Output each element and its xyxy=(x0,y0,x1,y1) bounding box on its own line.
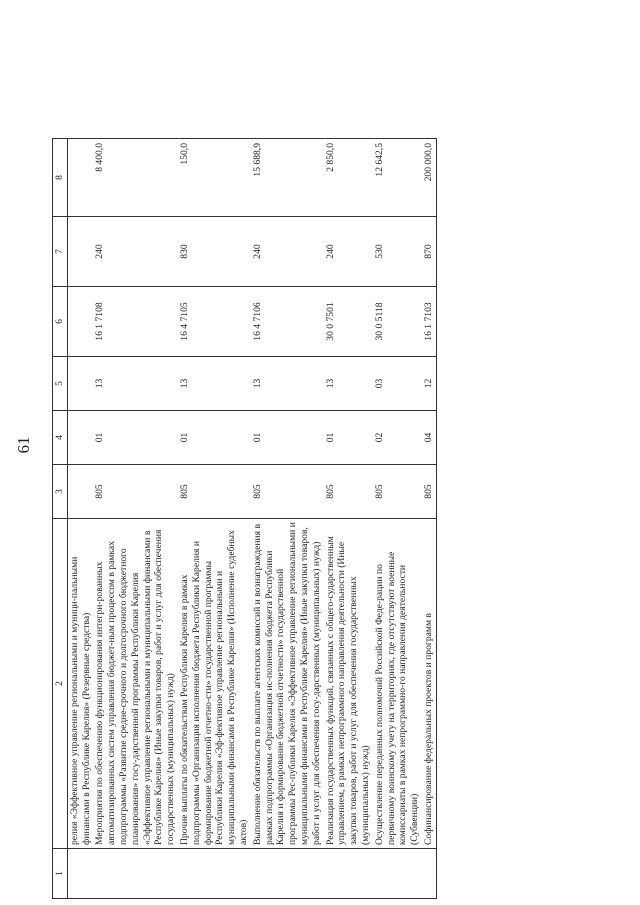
cell-col-3 xyxy=(67,465,93,519)
cell-col-5: 12 xyxy=(422,357,436,411)
cell-col-6: 16 4 7105 xyxy=(178,287,251,357)
cell-col-4: 01 xyxy=(251,411,324,465)
header-col-8: 8 xyxy=(53,139,68,217)
cell-col-4: 02 xyxy=(373,411,422,465)
header-col-1: 1 xyxy=(53,849,68,899)
header-col-5: 5 xyxy=(53,357,68,411)
cell-col-5: 13 xyxy=(324,357,373,411)
header-col-2: 2 xyxy=(53,519,68,849)
budget-table xyxy=(52,138,437,899)
cell-col-5 xyxy=(67,357,93,411)
header-row xyxy=(53,139,68,899)
cell-col-7: 240 xyxy=(324,217,373,287)
cell-col-4: 04 xyxy=(422,411,436,465)
cell-col-4: 01 xyxy=(178,411,251,465)
cell-col-3: 805 xyxy=(422,465,436,519)
cell-col-6: 30 0 7501 xyxy=(324,287,373,357)
table-row xyxy=(251,139,324,899)
header-col-6: 6 xyxy=(53,287,68,357)
header-col-3: 3 xyxy=(53,465,68,519)
cell-col-7: 530 xyxy=(373,217,422,287)
cell-col-1 xyxy=(324,849,373,899)
table-row xyxy=(373,139,422,899)
table-header xyxy=(53,139,68,899)
cell-amount xyxy=(67,139,93,217)
cell-col-5: 03 xyxy=(373,357,422,411)
cell-amount: 200 000,0 xyxy=(422,139,436,217)
cell-col-6: 16 4 7106 xyxy=(251,287,324,357)
cell-col-4 xyxy=(67,411,93,465)
cell-col-3: 805 xyxy=(324,465,373,519)
cell-col-7: 870 xyxy=(422,217,436,287)
cell-col-1 xyxy=(178,849,251,899)
cell-col-4: 01 xyxy=(93,411,178,465)
table-row xyxy=(178,139,251,899)
cell-col-6: 16 1 7108 xyxy=(93,287,178,357)
cell-col-5: 13 xyxy=(93,357,178,411)
table-body xyxy=(67,139,436,899)
table-row xyxy=(93,139,178,899)
cell-description: релия «Эффективное управление региональными и муници-пальными финансами в Республике Карелия» (Резервные средства) xyxy=(67,519,93,849)
cell-col-7: 830 xyxy=(178,217,251,287)
cell-col-5: 13 xyxy=(251,357,324,411)
cell-col-7: 240 xyxy=(251,217,324,287)
cell-description: Софинансирование федеральных проектов и программ в xyxy=(422,519,436,849)
cell-col-3: 805 xyxy=(178,465,251,519)
cell-col-3: 805 xyxy=(93,465,178,519)
cell-col-5: 13 xyxy=(178,357,251,411)
cell-description: Мероприятия по обеспечению функционирования интегри-рованных автоматизированных систем управления бюджет-ным процессом в рамках подпрограммы «Развитие средне-срочного и долгосрочного бюджетного планирования» госу-дарственной программы Республики Карелия «Эффективное управление региональными и муниципальными финансами в Республике Карелия» (Иные закупки товаров, работ и услуг для обеспечения государственных (муниципальных) нужд) xyxy=(93,519,178,849)
cell-col-6: 30 0 5118 xyxy=(373,287,422,357)
cell-amount: 150,0 xyxy=(178,139,251,217)
table-row xyxy=(422,139,436,899)
cell-description: Осуществление переданных полномочий Российской Феде-рации по первичному воинскому учету на территориях, где отсутствуют военные комиссариаты в рамках непрограммно-го направления деятельности (Субвенции) xyxy=(373,519,422,849)
cell-col-6: 16 1 7103 xyxy=(422,287,436,357)
cell-col-3: 805 xyxy=(251,465,324,519)
cell-amount: 2 850,0 xyxy=(324,139,373,217)
cell-col-1 xyxy=(422,849,436,899)
table-row xyxy=(324,139,373,899)
cell-description: Выполнение обязательств по выплате агентских комиссий и вознаграждения в рамках подпрограммы «Организация ис-полнения бюджета Республики Карелия и формирование бюджетной отчетности» государственной программы Рес-публики Карелия «Эффективное управление региональными и муниципальными финансами в Республике Карелия» (Иные закупки товаров, работ и услуг для обеспечения госу-дарственных (муниципальных) нужд) xyxy=(251,519,324,849)
header-col-4: 4 xyxy=(53,411,68,465)
cell-amount: 12 642,5 xyxy=(373,139,422,217)
cell-description: Реализация государственных функций, связанных с общего-сударственным управлением, в рамках непрограммного направления деятельности (Иные закупки товаров, работ и услуг для обеспечения государственных (муниципальных) нужд) xyxy=(324,519,373,849)
cell-col-1 xyxy=(373,849,422,899)
table-row xyxy=(67,139,93,899)
cell-amount: 8 400,0 xyxy=(93,139,178,217)
cell-amount: 15 688,9 xyxy=(251,139,324,217)
cell-col-1 xyxy=(251,849,324,899)
cell-col-7 xyxy=(67,217,93,287)
cell-col-1 xyxy=(67,849,93,899)
cell-col-1 xyxy=(93,849,178,899)
cell-col-7: 240 xyxy=(93,217,178,287)
page-number: 61 xyxy=(14,436,33,454)
cell-col-3: 805 xyxy=(373,465,422,519)
cell-col-4: 01 xyxy=(324,411,373,465)
header-col-7: 7 xyxy=(53,217,68,287)
cell-description: Прочие выплаты по обязательствам Республики Карелия в рамках подпрограммы «Организация исполнения бюджета Республики Карелия и формирование бюджетной отчетно-сти» государственной программы Республики Карелия «Эф-фективное управление региональными и муниципальными финансами в Республике Карелия» (Исполнение судебных актов) xyxy=(178,519,251,849)
cell-col-6 xyxy=(67,287,93,357)
